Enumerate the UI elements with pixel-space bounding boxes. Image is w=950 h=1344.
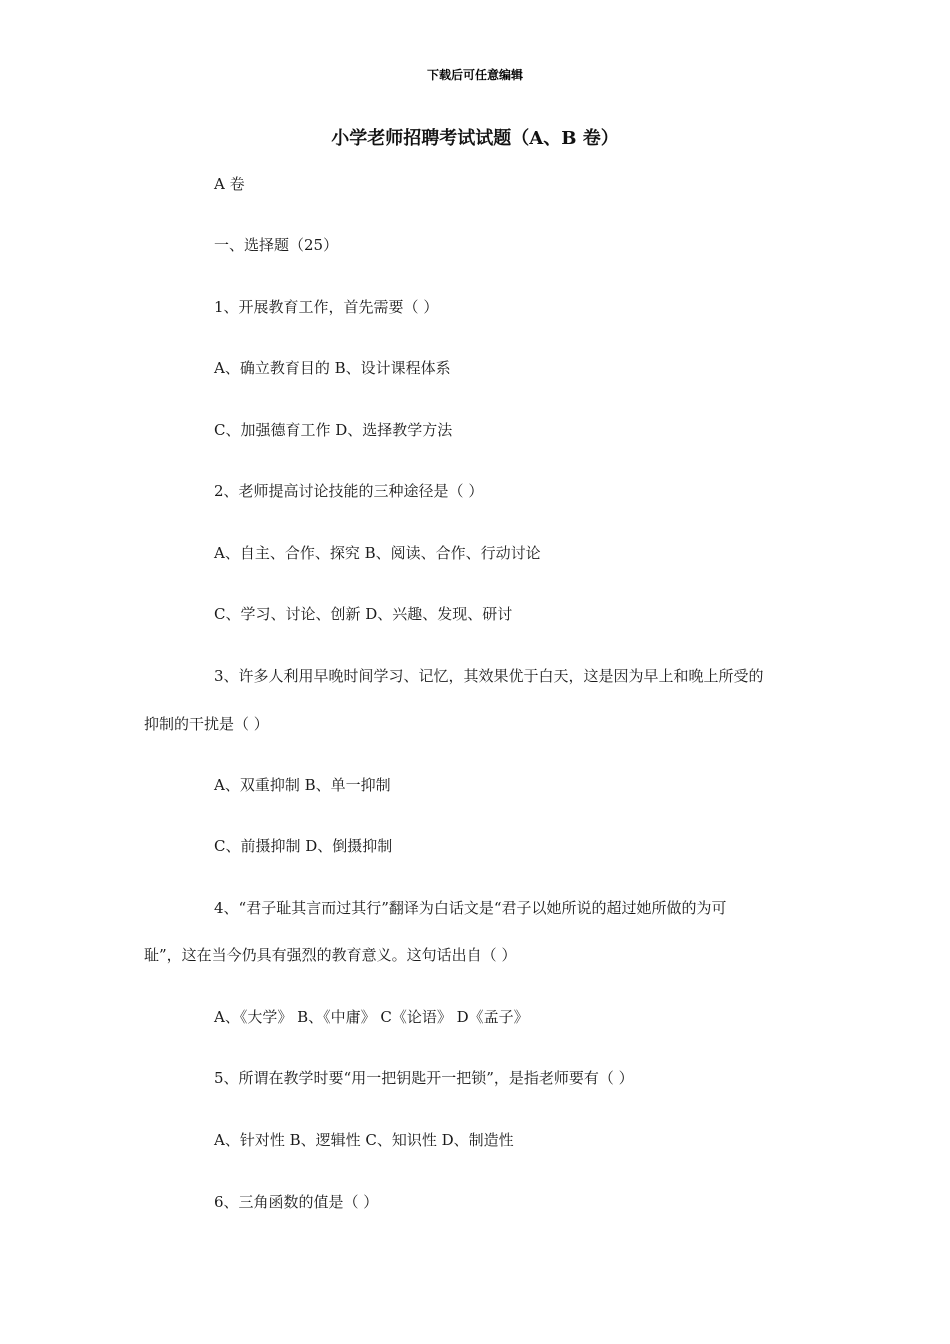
document-title: 小学老师招聘考试试题（A、B 卷） (331, 128, 619, 149)
question-1: 1、开展教育工作，首先需要（ ） (214, 298, 439, 316)
question-1-options-ab: A、确立教育目的 B、设计课程体系 (214, 359, 451, 377)
question-6: 6、三角函数的值是（ ） (214, 1193, 379, 1211)
question-3-continued: 抑制的干扰是（ ） (144, 715, 269, 733)
question-3-options-ab: A、双重抑制 B、单一抑制 (214, 776, 391, 794)
question-3-options-cd: C、前摄抑制 D、倒摄抑制 (214, 837, 393, 855)
section-heading-choice: 一、选择题（25） (214, 236, 339, 254)
question-4-continued: 耻”，这在当今仍具有强烈的教育意义。这句话出自（ ） (144, 946, 517, 964)
question-4: 4、“君子耻其言而过其行”翻译为白话文是“君子以她所说的超过她所做的为可 (214, 899, 727, 917)
question-2-options-ab: A、自主、合作、探究 B、阅读、合作、行动讨论 (214, 544, 541, 562)
question-3: 3、许多人利用早晚时间学习、记忆，其效果优于白天，这是因为早上和晚上所受的 (214, 667, 764, 685)
question-5: 5、所谓在教学时要“用一把钥匙开一把锁”，是指老师要有（ ） (214, 1069, 634, 1087)
section-a-heading: A 卷 (214, 175, 245, 193)
question-1-options-cd: C、加强德育工作 D、选择教学方法 (214, 421, 453, 439)
question-2: 2、老师提高讨论技能的三种途径是（ ） (214, 482, 484, 500)
question-4-options: A、《大学》 B、《中庸》 C《论语》 D《孟子》 (214, 1008, 529, 1026)
header-note: 下载后可任意编辑 (426, 68, 523, 82)
question-2-options-cd: C、学习、讨论、创新 D、兴趣、发现、研讨 (214, 605, 513, 623)
question-5-options: A、针对性 B、逻辑性 C、知识性 D、制造性 (214, 1131, 514, 1149)
